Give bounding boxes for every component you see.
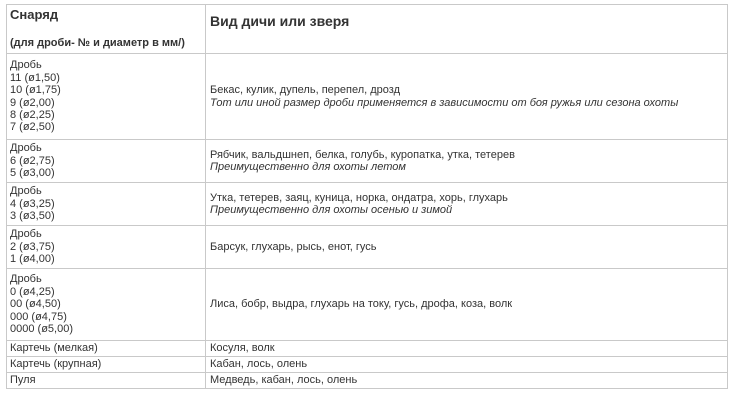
projectile-cell [7, 140, 206, 183]
column-header-game: Вид дичи или зверя [206, 5, 728, 54]
game-list: Рябчик, вальдшнеп, белка, голубь, куропатка, утка, тетерев [210, 148, 515, 161]
shot-size: 00 (ø4,50) [10, 298, 61, 311]
shot-size: 4 (ø3,25) [10, 197, 55, 210]
projectile-name: Дробь [10, 142, 42, 155]
projectile-cell [7, 183, 206, 226]
table-row [7, 269, 728, 341]
usage-note: Преимущественно для охоты осенью и зимой [210, 204, 453, 216]
game-list: Лиса, бобр, выдра, глухарь на току, гусь, дрофа, коза, волк [210, 298, 513, 311]
game-cell: Косуля, волк [206, 341, 728, 357]
table-row [7, 341, 728, 357]
shot-size: 8 (ø2,25) [10, 108, 55, 121]
game-cell [206, 54, 728, 140]
column-header-projectile-title: Снаряд [10, 7, 59, 22]
shot-size: 6 (ø2,75) [10, 154, 55, 167]
projectile-name: Дробь [10, 59, 42, 72]
shot-size: 5 (ø3,00) [10, 167, 55, 180]
shot-size: 9 (ø2,00) [10, 96, 55, 109]
shot-size: 11 (ø1,50) [10, 71, 60, 84]
projectile-cell: Пуля [7, 373, 206, 389]
shot-size: 2 (ø3,75) [10, 240, 55, 253]
shot-size: 10 (ø1,75) [10, 84, 61, 97]
shot-size: 0000 (ø5,00) [10, 323, 73, 336]
shot-size: 7 (ø2,50) [10, 121, 55, 134]
table-row [7, 373, 728, 389]
ammo-game-table [6, 4, 728, 389]
table-row [7, 183, 728, 226]
game-cell: Медведь, кабан, лось, олень [206, 373, 728, 389]
table-row [7, 226, 728, 269]
projectile-name: Дробь [10, 273, 42, 286]
column-header-projectile [7, 5, 206, 54]
column-header-projectile-subtitle: (для дроби- № и диаметр в мм/) [10, 37, 185, 50]
usage-note: Тот или иной размер дроби применяется в зависимости от боя ружья или сезона охоты [210, 96, 679, 109]
game-cell [206, 269, 728, 341]
table-row [7, 140, 728, 183]
game-cell [206, 140, 728, 183]
projectile-name: Дробь [10, 228, 42, 241]
table-row [7, 54, 728, 140]
projectile-cell [7, 54, 206, 140]
projectile-cell: Картечь (мелкая) [7, 341, 206, 357]
shot-size: 1 (ø4,00) [10, 253, 55, 266]
shot-size: 0 (ø4,25) [10, 285, 55, 298]
game-cell [206, 226, 728, 269]
projectile-cell [7, 226, 206, 269]
game-list: Барсук, глухарь, рысь, енот, гусь [210, 240, 377, 253]
table-header-row [7, 5, 728, 54]
shot-size: 3 (ø3,50) [10, 210, 55, 223]
game-cell [206, 183, 728, 226]
game-cell: Кабан, лось, олень [206, 357, 728, 373]
table-row [7, 357, 728, 373]
game-list: Утка, тетерев, заяц, куница, норка, ондатра, хорь, глухарь [210, 191, 508, 204]
projectile-cell [7, 269, 206, 341]
projectile-name: Дробь [10, 185, 42, 198]
shot-size: 000 (ø4,75) [10, 310, 67, 323]
usage-note: Преимущественно для охоты летом [210, 161, 406, 173]
projectile-cell: Картечь (крупная) [7, 357, 206, 373]
game-list: Бекас, кулик, дупель, перепел, дрозд [210, 84, 400, 97]
